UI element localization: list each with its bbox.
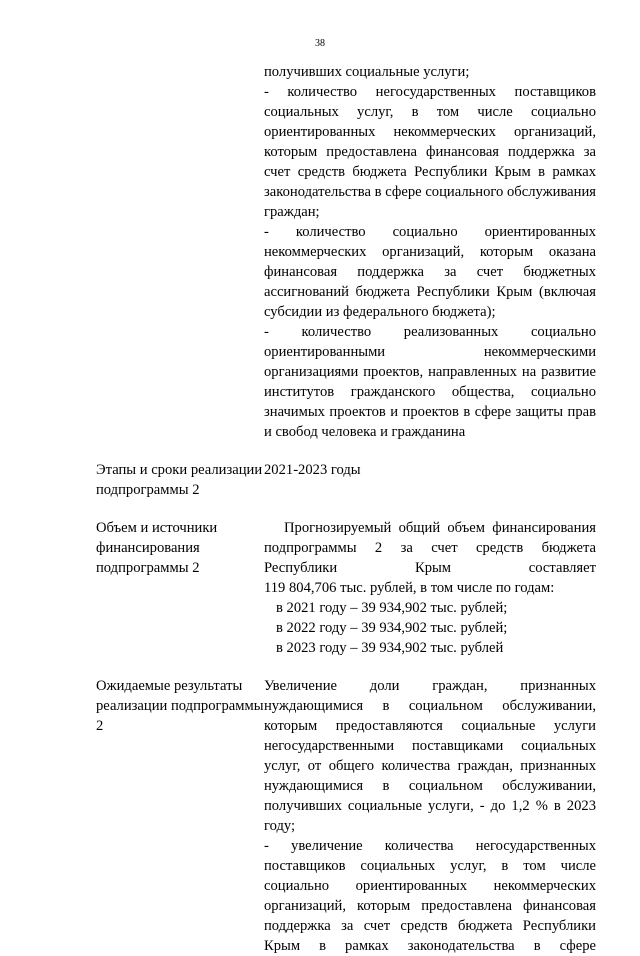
target-item: получивших социальные услуги; (264, 64, 470, 80)
row-stages (96, 460, 596, 500)
row-value-results (264, 676, 596, 956)
funding-year: в 2023 году – 39 934,902 тыс. рублей (276, 640, 504, 656)
funding-total: 119 804,706 тыс. рублей, в том числе по годам: (264, 580, 555, 596)
row-value-stages: 2021-2023 годы (264, 462, 361, 478)
target-item: - количество реализованных социально ориентированными некоммерческими организациями проектов, направленных на развитие институтов гражданского общества, социально значимых проектов и проектов в сфере защиты прав и свобод человека и гражданина (264, 324, 596, 440)
row-funding (96, 518, 596, 658)
row-results (96, 676, 596, 956)
page-number: 38 (315, 38, 325, 49)
row-targets-continuation (96, 62, 596, 442)
funding-year: в 2021 году – 39 934,902 тыс. рублей; (276, 600, 508, 616)
result-item: - увеличение количества негосударственных поставщиков социальных услуг, в том числе социально ориентированных некоммерческих организаций, которым предоставлена финансовая поддержка за счет средств бюджета Республики Крым в рамках законодательства в сфере (264, 838, 596, 954)
funding-year: в 2022 году – 39 934,902 тыс. рублей; (276, 620, 508, 636)
funding-intro: Прогнозируемый общий объем финансирования подпрограммы 2 за счет средств бюджета Республики Крым составляет (264, 520, 596, 576)
row-label-stages: Этапы и сроки реализации подпрограммы 2 (96, 462, 263, 498)
target-item: - количество социально ориентированных некоммерческих организаций, которым оказана финансовая поддержка за счет бюджетных ассигнований бюджета Республики Крым (включая субсидии из федерального бюджета); (264, 224, 596, 320)
row-label-funding: Объем и источники финансирования подпрограммы 2 (96, 520, 218, 576)
result-item: Увеличение доли граждан, признанных нуждающимися в социальном обслуживании, которым предоставляются социальные услуги негосударственными поставщиками социальных услуг, от общего количества граждан, признанных нуждающимися в социальном обслуживании, получивших социальные услуги, - до 1,2 % в 2023 году; (264, 678, 596, 834)
row-label-results: Ожидаемые результаты реализации подпрограммы 2 (96, 678, 264, 734)
target-item: - количество негосударственных поставщиков социальных услуг, в том числе социально ориентированных некоммерческих организаций, которым предоставлена финансовая поддержка за счет средств бюджета Республики Крым в рамках законодательства в сфере социального обслуживания граждан; (264, 84, 596, 220)
row-value-targets (264, 62, 596, 442)
passport-table (96, 62, 596, 956)
row-value-funding (264, 518, 596, 658)
